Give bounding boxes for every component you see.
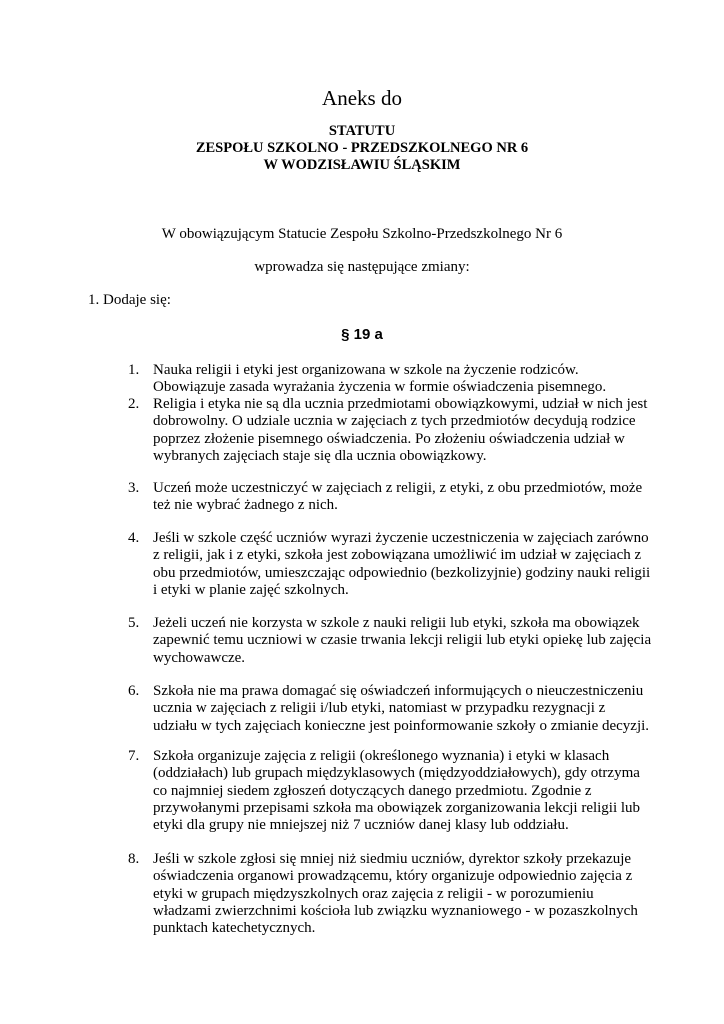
list-item-line: Obowiązuje zasada wyrażania życzenia w formie oświadczenia pisemnego. (153, 379, 607, 396)
list-item-text (153, 851, 653, 937)
list-item-line: Szkoła nie ma prawa domagać się oświadczeń informujących o nieuczestniczeniu (153, 683, 644, 699)
list-item-line: też nie wybrać żadnego z nich. (153, 497, 338, 514)
list-item-text (153, 396, 653, 465)
list-item-number: 7. (128, 748, 140, 764)
list-item-line: Jeżeli uczeń nie korzysta w szkole z nauki religii lub etyki, szkoła ma obowiązek (153, 615, 640, 631)
heading-line-1: STATUTU (328, 123, 396, 139)
list-item-line: obu przedmiotów, umieszczając odpowiednio (bezkolizyjnie) godziny nauki religii (153, 564, 651, 581)
list-item-number: 2. (128, 396, 140, 412)
list-item-line: ucznia w zajęciach z religii i/lub etyki, natomiast w przypadku rezygnacji z (153, 700, 606, 717)
list-item-line: Szkoła organizuje zajęcia z religii (określonego wyznania) i etyki w klasach (153, 748, 610, 764)
list-item-line: z religii, jak i z etyki, szkoła jest zobowiązana umożliwić im udział w zajęciach z (153, 547, 642, 564)
list-item-line: dobrowolny. O udziale ucznia w zajęciach z tych przedmiotów decydują rodzice (153, 413, 636, 430)
heading-line-3: W WODZISŁAWIU ŚLĄSKIM (263, 157, 461, 173)
list-item-line: poprzez złożenie pisemnego oświadczenia. Po złożeniu oświadczenia udział w (153, 430, 625, 447)
list-item-number: 1. (128, 362, 140, 378)
list-item-number: 3. (128, 480, 140, 496)
list-item-line: oświadczenia organowi prowadzącemu, który organizuje odpowiednio zajęcia z (153, 868, 633, 885)
list-item-line: Nauka religii i etyki jest organizowana w szkole na życzenie rodziców. (153, 362, 579, 378)
list-item-line: władzami zwierzchnimi kościoła lub związku wyznaniowego - w pozaszkolnych (153, 902, 638, 919)
change-label: 1. Dodaje się: (88, 292, 171, 308)
heading-line-2: ZESPOŁU SZKOLNO - PRZEDSZKOLNEGO NR 6 (195, 140, 529, 156)
intro-line-1: W obowiązującym Statucie Zespołu Szkolno-Przedszkolnego Nr 6 (161, 226, 563, 242)
list-item-line: co najmniej siedem zgłoszeń dotyczących danego przedmiotu. Zgodnie z (153, 782, 592, 799)
list-item-text (153, 480, 653, 515)
list-item-line: etyki w grupach międzyszkolnych oraz zajęcia z religii - w porozumieniu (153, 885, 594, 902)
list-item-line: Jeśli w szkole część uczniów wyrazi życzenie uczestniczenia w zajęciach zarówno (153, 530, 649, 546)
list-item-line: Religia i etyka nie są dla ucznia przedmiotami obowiązkowymi, udział w nich jest (153, 396, 648, 412)
list-item-number: 4. (128, 530, 140, 546)
list-item-line: punktach katechetycznych. (153, 920, 316, 937)
list-item-text (153, 615, 653, 667)
list-item-text (153, 748, 653, 834)
list-item-text (153, 530, 653, 599)
list-item-number: 5. (128, 615, 140, 631)
list-item-number: 8. (128, 851, 140, 867)
list-item-line: zapewnić temu uczniowi w czasie trwania lekcji religii lub etyki opiekę lub zajęcia (153, 632, 652, 649)
list-item-line: (oddziałach) lub grupach międzyklasowych (międzyoddziałowych), gdy otrzyma (153, 765, 640, 782)
list-item-text (153, 362, 653, 397)
list-item-line: etyki dla grupy nie mniejszej niż 7 uczniów danej klasy lub oddziału. (153, 817, 569, 834)
list-item-line: wychowawcze. (153, 649, 246, 666)
list-item-text (153, 683, 653, 735)
intro-line-2: wprowadza się następujące zmiany: (254, 259, 470, 275)
document-title: Aneks do (322, 86, 402, 110)
list-item-line: udziału w tych zajęciach konieczne jest poinformowanie szkoły o zmianie decyzji. (153, 717, 650, 734)
section-title: § 19 a (341, 326, 383, 343)
list-item-number: 6. (128, 683, 140, 699)
list-item-line: Uczeń może uczestniczyć w zajęciach z religii, z etyki, z obu przedmiotów, może (153, 480, 643, 496)
list-item-line: i etyki w planie zajęć szkolnych. (153, 581, 349, 598)
list-item-line: Jeśli w szkole zgłosi się mniej niż siedmiu uczniów, dyrektor szkoły przekazuje (153, 851, 632, 867)
list-item-line: przywołanymi przepisami szkoła ma obowiązek zorganizowania lekcji religii lub (153, 799, 641, 816)
list-item-line: wybranych zajęciach staje się dla ucznia obowiązkowy. (153, 447, 487, 464)
